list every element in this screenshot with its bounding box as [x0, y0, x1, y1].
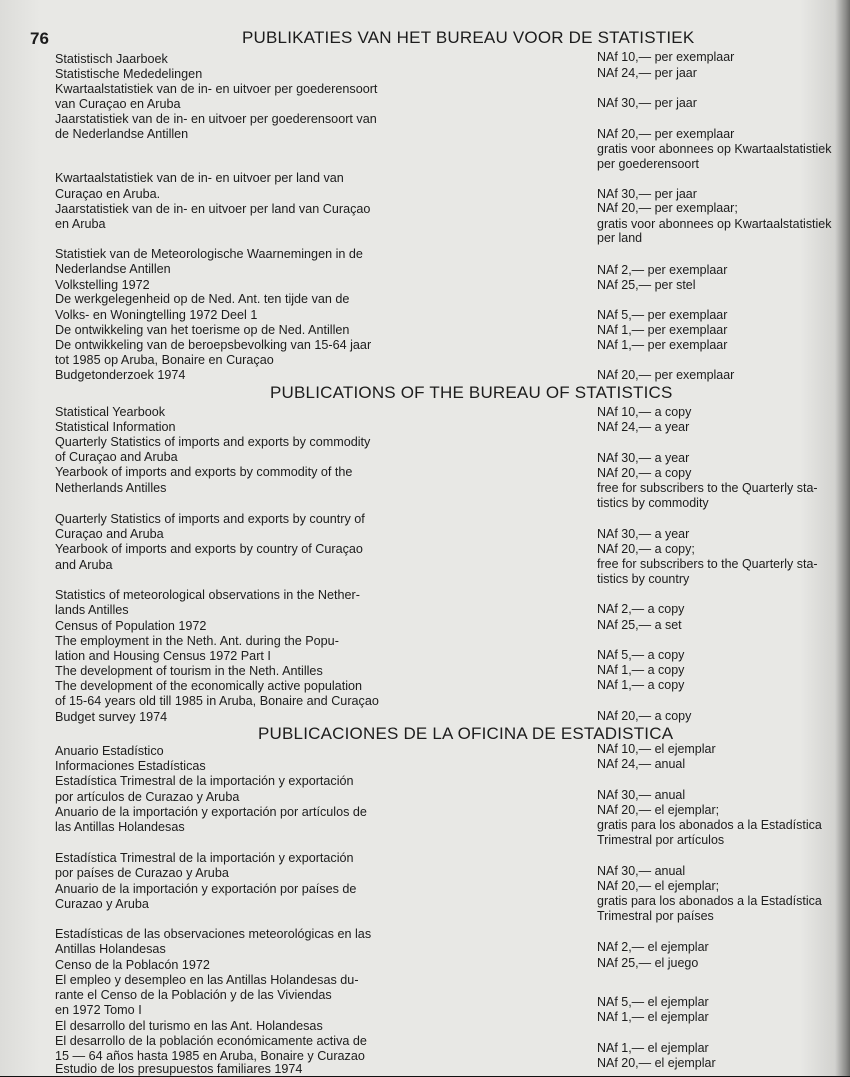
- publication-title: van Curaçao en Aruba: [55, 96, 181, 111]
- publication-title: Statistiek van de Meteorologische Waarnemingen in de: [55, 246, 363, 261]
- publication-title: The employment in the Neth. Ant. during the Popu-: [55, 633, 339, 648]
- publication-price: NAf 5,— a copy: [597, 647, 685, 662]
- publication-price: NAf 2,— per exemplaar: [597, 262, 728, 277]
- publication-price: free for subscribers to the Quarterly sta-: [597, 556, 818, 571]
- publication-title: Curaçao and Aruba: [55, 526, 164, 541]
- publication-price: NAf 30,— a year: [597, 450, 690, 465]
- publication-price: gratis voor abonnees op Kwartaalstatistiek: [597, 216, 832, 231]
- section-title: PUBLIKATIES VAN HET BUREAU VOOR DE STATISTIEK: [242, 28, 695, 47]
- publication-price: NAf 30,— anual: [597, 863, 686, 878]
- publication-title: Estadística Trimestral de la importación y exportación: [55, 773, 354, 788]
- publication-title: Statistical Yearbook: [55, 404, 166, 419]
- publication-price: NAf 20,— per exemplaar;: [597, 200, 738, 215]
- publication-title: Estadística Trimestral de la importación y exportación: [55, 850, 354, 865]
- publication-price: tistics by commodity: [597, 495, 709, 510]
- publication-title: Curazao y Aruba: [55, 896, 149, 911]
- publication-title: las Antillas Holandesas: [55, 819, 185, 834]
- publication-price: NAf 25,— el juego: [597, 955, 699, 970]
- publication-title: Informaciones Estadísticas: [55, 758, 206, 773]
- publication-title: Budgetonderzoek 1974: [55, 367, 186, 382]
- publication-title: lands Antilles: [55, 602, 129, 617]
- publication-price: NAf 25,— per stel: [597, 277, 696, 292]
- publication-title: rante el Censo de la Población y de las Viviendas: [55, 987, 332, 1002]
- publication-price: NAf 24,— per jaar: [597, 65, 697, 80]
- publication-title: The development of the economically active population: [55, 678, 363, 693]
- publication-title: and Aruba: [55, 557, 113, 572]
- publication-title: tot 1985 op Aruba, Bonaire en Curaçao: [55, 352, 274, 367]
- publication-price: NAf 2,— a copy: [597, 601, 685, 616]
- publication-title: The development of tourism in the Neth. Antilles: [55, 663, 323, 678]
- publication-price: NAf 20,— a copy: [597, 465, 692, 480]
- publication-price: NAf 1,— per exemplaar: [597, 322, 728, 337]
- publication-title: Yearbook of imports and exports by commodity of the: [55, 464, 353, 479]
- publication-title: El desarrollo del turismo en las Ant. Holandesas: [55, 1018, 323, 1033]
- publication-price: per land: [597, 230, 643, 245]
- publication-title: Anuario de la importación y exportación por países de: [55, 881, 357, 896]
- publication-price: per goederensoort: [597, 156, 699, 171]
- publication-title: De werkgelegenheid op de Ned. Ant. ten tijde van de: [55, 291, 350, 306]
- section-title: PUBLICACIONES DE LA OFICINA DE ESTADISTICA: [258, 724, 674, 743]
- publication-price: NAf 10,— per exemplaar: [597, 49, 735, 64]
- publication-title: Nederlandse Antillen: [55, 261, 171, 276]
- publication-title: Kwartaalstatistiek van de in- en uitvoer per goederensoort: [55, 81, 378, 96]
- publication-price: NAf 24,— anual: [597, 756, 686, 771]
- publication-price: NAf 24,— a year: [597, 419, 690, 434]
- publication-title: Jaarstatistiek van de in- en uitvoer per goederensoort van: [55, 111, 377, 126]
- publication-title: Estudio de los presupuestos familiares 1974: [55, 1061, 303, 1076]
- publication-title: en Aruba: [55, 216, 106, 231]
- page-number: 76: [30, 29, 49, 48]
- publication-title: Quarterly Statistics of imports and exports by commodity: [55, 434, 371, 449]
- publication-title: Statistical Information: [55, 419, 176, 434]
- publication-price: NAf 30,— a year: [597, 526, 690, 541]
- publication-title: por artículos de Curazao y Aruba: [55, 789, 240, 804]
- publication-title: Curaçao en Aruba.: [55, 186, 161, 201]
- publication-title: Volks- en Woningtelling 1972 Deel 1: [55, 307, 258, 322]
- publication-price: NAf 1,— a copy: [597, 662, 685, 677]
- publication-price: NAf 1,— per exemplaar: [597, 337, 728, 352]
- publication-price: NAf 20,— per exemplaar: [597, 367, 735, 382]
- publication-price: NAf 30,— per jaar: [597, 186, 697, 201]
- publication-price: NAf 20,— a copy;: [597, 541, 695, 556]
- publication-title: De ontwikkeling van het toerisme op de Ned. Antillen: [55, 322, 350, 337]
- publication-price: NAf 30,— anual: [597, 787, 686, 802]
- publication-title: Netherlands Antilles: [55, 480, 167, 495]
- publication-title: Estadísticas de las observaciones meteorológicas en las: [55, 926, 372, 941]
- publication-price: free for subscribers to the Quarterly sta-: [597, 480, 818, 495]
- publication-price: NAf 1,— el ejemplar: [597, 1040, 709, 1055]
- publication-price: NAf 20,— el ejemplar;: [597, 802, 720, 817]
- publication-price: NAf 30,— per jaar: [597, 95, 697, 110]
- publication-title: Antillas Holandesas: [55, 941, 166, 956]
- publication-price: gratis para los abonados a la Estadística: [597, 817, 822, 832]
- publication-price: NAf 20,— per exemplaar: [597, 126, 735, 141]
- publication-price: NAf 1,— a copy: [597, 677, 685, 692]
- publication-title: Jaarstatistiek van de in- en uitvoer per land van Curaçao: [55, 201, 371, 216]
- publication-price: Trimestral por países: [597, 908, 714, 923]
- publication-price: gratis para los abonados a la Estadística: [597, 893, 822, 908]
- publication-title: en 1972 Tomo I: [55, 1002, 142, 1017]
- publication-price: NAf 10,— a copy: [597, 404, 692, 419]
- section-title: PUBLICATIONS OF THE BUREAU OF STATISTICS: [270, 383, 673, 402]
- publication-title: Volkstelling 1972: [55, 277, 150, 292]
- publication-title: lation and Housing Census 1972 Part I: [55, 648, 271, 663]
- publication-price: NAf 20,— el ejemplar: [597, 1055, 716, 1070]
- publication-title: de Nederlandse Antillen: [55, 126, 189, 141]
- publication-price: NAf 20,— el ejemplar;: [597, 878, 720, 893]
- publication-title: Censo de la Poblacón 1972: [55, 957, 210, 972]
- publication-title: Budget survey 1974: [55, 709, 168, 724]
- publication-price: NAf 10,— el ejemplar: [597, 741, 716, 756]
- publication-title: por países de Curazao y Aruba: [55, 865, 229, 880]
- publication-price: Trimestral por artículos: [597, 832, 725, 847]
- publication-title: of Curaçao and Aruba: [55, 449, 178, 464]
- publication-title: De ontwikkeling van de beroepsbevolking van 15-64 jaar: [55, 337, 372, 352]
- publication-price: NAf 20,— a copy: [597, 708, 692, 723]
- publication-price: NAf 25,— a set: [597, 617, 682, 632]
- publication-title: of 15-64 years old till 1985 in Aruba, Bonaire and Curaçao: [55, 693, 379, 708]
- publication-price: gratis voor abonnees op Kwartaalstatistiek: [597, 141, 832, 156]
- publication-title: El empleo y desempleo en las Antillas Holandesas du-: [55, 972, 359, 987]
- publication-title: Kwartaalstatistiek van de in- en uitvoer per land van: [55, 170, 344, 185]
- publication-price: tistics by country: [597, 571, 690, 586]
- publication-price: NAf 1,— el ejemplar: [597, 1009, 709, 1024]
- publication-title: Quarterly Statistics of imports and exports by country of: [55, 511, 365, 526]
- publication-title: El desarrollo de la población económicamente activa de: [55, 1033, 367, 1048]
- publication-title: Anuario de la importación y exportación por artículos de: [55, 804, 367, 819]
- publication-price: NAf 5,— el ejemplar: [597, 994, 709, 1009]
- publication-title: Statistische Mededelingen: [55, 66, 203, 81]
- publication-title: Statistisch Jaarboek: [55, 51, 168, 66]
- publication-title: Statistics of meteorological observations in the Nether-: [55, 587, 360, 602]
- publication-price: NAf 5,— per exemplaar: [597, 307, 728, 322]
- publication-title: Census of Population 1972: [55, 618, 207, 633]
- publication-title: 15 — 64 años hasta 1985 en Aruba, Bonaire y Curazao: [55, 1048, 365, 1063]
- publication-price: NAf 2,— el ejemplar: [597, 939, 709, 954]
- publication-title: Yearbook of imports and exports by country of Curaçao: [55, 541, 363, 556]
- publication-title: Anuario Estadístico: [55, 743, 164, 758]
